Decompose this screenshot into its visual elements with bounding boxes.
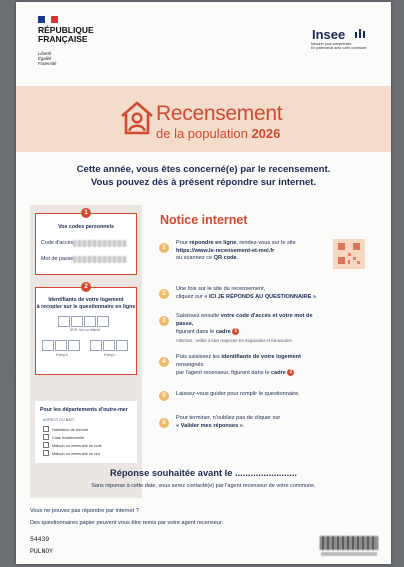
main-subtitle (156, 126, 280, 141)
housing-ids-title-2: à recopier sur le questionnaire en ligne (36, 303, 136, 310)
iris-label: IRIS, îlot ou district (70, 328, 101, 332)
overseas-item (43, 442, 102, 448)
subtitle-text: de la population (156, 126, 248, 141)
card-number-1: 1 (81, 208, 91, 218)
overseas-item-label: Habitation de fortune (52, 426, 89, 432)
overseas-item-label: Case traditionnelle (52, 434, 85, 440)
checkbox (43, 450, 49, 456)
text-bold: cadre (270, 370, 286, 377)
text-bold: identifiants de votre logement (221, 354, 301, 360)
text: . (236, 255, 239, 262)
access-code-value (73, 240, 127, 247)
access-code-label: Code d'accès (41, 240, 74, 246)
text-bold: répondre en ligne (189, 240, 237, 246)
iris-box-2 (71, 316, 83, 327)
side-reference: 168848 - 02/25 (8, 357, 12, 382)
text: , rendez-vous sur le site (236, 240, 296, 246)
intro-line-2: Vous pouvez dès à présent répondre sur internet. (90, 177, 317, 188)
password-label: Mot de passe (41, 256, 74, 262)
rang-a-box-3 (68, 340, 80, 351)
rang-a-label: Rang A (56, 353, 68, 357)
qr-pattern-icon (333, 239, 365, 269)
iris-box-3 (84, 316, 96, 327)
step-number: 3 (159, 316, 169, 326)
text: Pour terminer, n'oubliez pas de cliquer sur (176, 415, 281, 421)
overseas-item (43, 434, 84, 440)
checkbox (43, 426, 49, 432)
frame-badge-2: 2 (287, 369, 294, 376)
text: renseignés (176, 361, 204, 368)
intro-line-1: Cette année, vous êtes concerné(e) par le recensement. (76, 164, 331, 175)
overseas-subtitle: ASPECT DU BÂTI (43, 418, 75, 422)
commune-name: PULNOY (30, 548, 54, 555)
checkbox (43, 442, 49, 448)
text-bold: « Valider mes réponses » (176, 422, 243, 429)
rf-name-line2: FRANÇAISE (38, 34, 88, 44)
text: ou scannez ce (176, 255, 214, 262)
paper-info: Des questionnaires papier peuvent vous être remis par votre agent recenseur. (30, 520, 224, 526)
republique-motto (38, 51, 56, 66)
text-bold: cadre (215, 329, 231, 336)
personal-codes-card (35, 209, 137, 275)
iris-box-1 (58, 316, 70, 327)
checkbox (43, 434, 49, 440)
response-note: Sans réponse à cette date, vous serez contacté(e) par l'agent recenseur de votre commune. (91, 483, 316, 489)
step-number: 1 (159, 243, 169, 253)
text: figurant dans le (176, 329, 216, 336)
case-sensitivity-note: Attention : veillez à bien respecter les majuscules et minuscules. (176, 337, 293, 343)
motto-liberte: Liberté (38, 51, 52, 56)
step-number: 5 (159, 391, 169, 401)
text: . (242, 422, 245, 429)
motto-fraternite: Fraternité (38, 61, 57, 66)
step-4-text (176, 354, 328, 378)
text: Laissez-vous guider pour remplir le questionnaire. (176, 391, 300, 397)
text: Une fois sur le site du recensement, (176, 286, 266, 292)
step-3-text (176, 313, 328, 345)
codes-sidebar (30, 205, 142, 498)
insee-bars-icon (355, 28, 367, 38)
house-person-icon (119, 99, 155, 137)
step-2-text (176, 286, 328, 301)
housing-ids-card (35, 283, 137, 375)
insee-tagline (311, 42, 386, 50)
barcode-number (321, 552, 377, 556)
overseas-title: Pour les départements d'outre-mer (40, 407, 128, 413)
census-url-link[interactable]: https://www.le-recensement-et-moi.fr (176, 247, 275, 254)
step-number: 6 (159, 418, 169, 428)
text-bold: « ICI JE RÉPONDS AU QUESTIONNAIRE » (204, 293, 316, 300)
frame-badge-1: 1 (232, 328, 239, 335)
text-bold: QR code (213, 255, 237, 262)
rang-a-box-2 (55, 340, 67, 351)
census-year: 2026 (251, 126, 281, 141)
paper-question: Vous ne pouvez pas répondre par internet ? (30, 508, 139, 514)
overseas-item (43, 426, 88, 432)
personal-codes-title: Vos codes personnels (58, 224, 114, 230)
step-1-text (176, 240, 328, 263)
intro-text (16, 163, 391, 189)
commune-code: 54439 (30, 536, 50, 543)
step-6-text (176, 415, 328, 430)
rang-a-box-1 (42, 340, 54, 351)
iris-box-4 (97, 316, 109, 327)
text: Pour (176, 240, 190, 246)
text: Puis saisissez les (176, 354, 222, 360)
insee-logo: Insee (312, 27, 346, 42)
text: . (316, 293, 318, 300)
step-number: 2 (159, 289, 169, 299)
insee-tagline-2: En partenariat avec votre commune (311, 46, 367, 50)
rang-l-box-1 (90, 340, 102, 351)
overseas-item-label: Maison ou immeuble en bois (52, 442, 102, 448)
step-5-text (176, 391, 328, 399)
overseas-item-label: Maison ou immeuble en dur (52, 450, 101, 456)
text: cliquez sur (176, 293, 205, 300)
rang-l-box-2 (103, 340, 115, 351)
overseas-item (43, 450, 100, 456)
notice-title: Notice internet (160, 213, 248, 227)
housing-ids-title-1: Identifiants de votre logement (48, 297, 124, 303)
card-number-2: 2 (81, 282, 91, 292)
main-title: Recensement (156, 102, 283, 125)
text-bold: votre code d'accès et votre mot de passe, (176, 313, 313, 327)
response-deadline: Réponse souhaitée avant le ........................ (109, 468, 298, 478)
qr-code[interactable] (333, 239, 365, 269)
overseas-card (35, 401, 137, 463)
text: par l'agent recenseur, figurant dans le (176, 370, 271, 377)
motto-egalite: Égalité (38, 56, 52, 61)
rang-l-box-3 (116, 340, 128, 351)
text: Saisissez ensuite (176, 313, 221, 319)
notice-sheet (8, 2, 391, 564)
insee-tagline-1: Mesurer pour comprendre (311, 42, 352, 46)
marianne-flag-icon (38, 16, 58, 23)
password-value (73, 256, 127, 263)
rang-l-label: Rang L (104, 353, 116, 357)
republique-logo (38, 26, 94, 44)
rf-name-line1: RÉPUBLIQUE (38, 25, 94, 35)
barcode (320, 536, 378, 550)
step-number: 4 (159, 357, 169, 367)
